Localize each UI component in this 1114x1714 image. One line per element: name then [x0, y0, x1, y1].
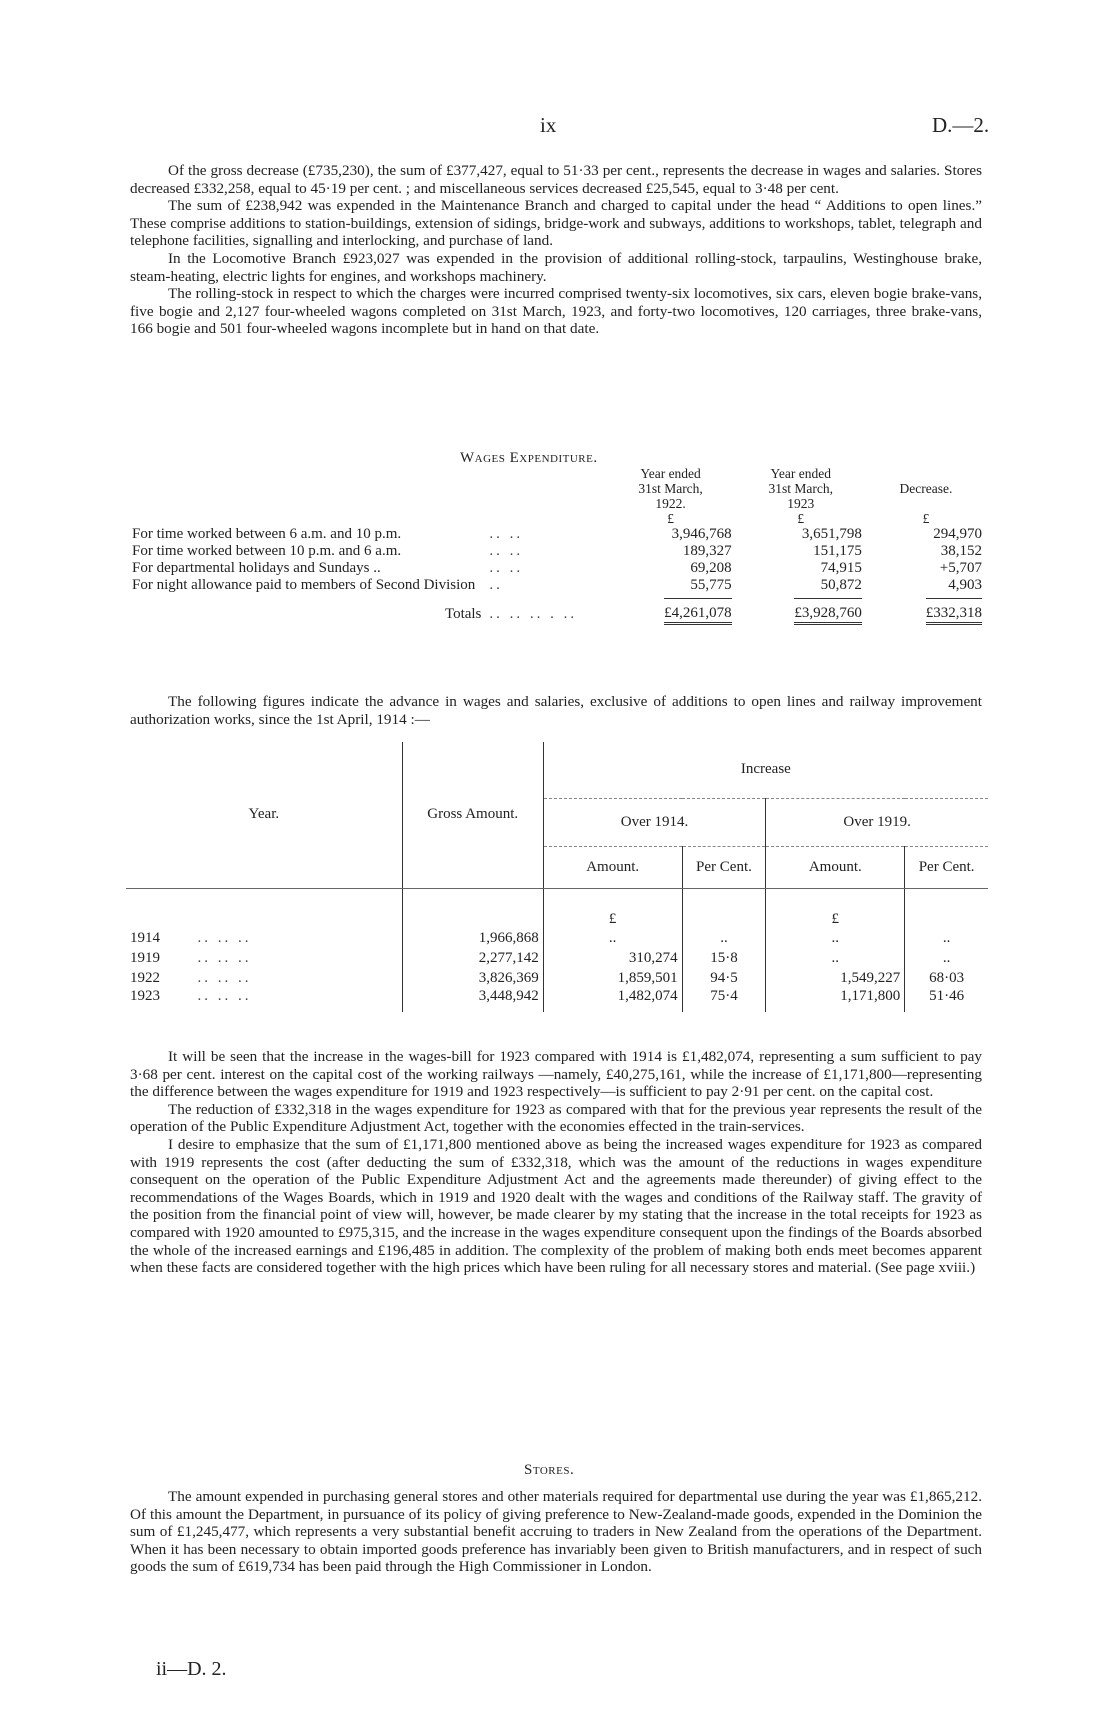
gross-cell: 2,277,142 [402, 948, 543, 968]
value-decrease: 4,903 [948, 577, 982, 593]
header-line: 31st March, [638, 481, 703, 496]
header-line: Decrease. [899, 481, 953, 496]
percent-1914-cell: .. [682, 928, 766, 948]
value-decrease: +5,707 [939, 560, 982, 576]
paragraph: The sum of £238,942 was expended in the Maintenance Branch and charged to capital under the head “ Additions to open lines.” These comprise additions to station-buildings, extension of sidings, bridge-work and subways, additions to workshops, tablet, telegraph and telephone facilities, signalling and interlocking, and purchase of land. [130, 197, 982, 250]
totals-row [128, 594, 986, 625]
paragraph: The reduction of £332,318 in the wages expenditure for 1923 as compared with that for the previous year represents the result of the operation of the Public Expenditure Adjustment Act, together with the economies effected in the train-services. [130, 1100, 982, 1136]
row-label: For time worked between 10 p.m. and 6 a.m. [132, 543, 402, 559]
year-cell: 1922 [130, 969, 160, 986]
percent-1914-cell: 75·4 [682, 988, 766, 1012]
table-row [128, 577, 986, 594]
table-row [126, 988, 988, 1012]
gross-cell: 3,448,942 [402, 988, 543, 1012]
wage-increase-table [126, 742, 988, 1012]
col-1922-header [605, 466, 735, 526]
table-row [126, 948, 988, 968]
currency-symbol: £ [922, 511, 930, 526]
leader-dots: .. .. [489, 543, 524, 559]
stores-title: Stores. [524, 1462, 575, 1478]
currency-symbol: £ [667, 511, 674, 526]
total-1923: £3,928,760 [794, 598, 862, 625]
document-reference: D.—2. [932, 113, 990, 137]
percent-1919-cell: 68·03 [905, 968, 988, 988]
amount-1919-cell: 1,171,800 [766, 988, 905, 1012]
row-label: For departmental holidays and Sundays .. [132, 560, 381, 576]
leader-dots: .. .. [489, 526, 524, 542]
value-1923: 50,872 [820, 577, 862, 593]
value-1922: 69,208 [690, 560, 732, 576]
intro-section [130, 162, 982, 338]
leader-dots: .. .. .. [197, 969, 252, 986]
gross-cell: 1,966,868 [402, 928, 543, 948]
amount-1914-cell: 310,274 [543, 948, 682, 968]
amount-1914-cell: .. [543, 928, 682, 948]
amount-1914-cell: 1,859,501 [543, 968, 682, 988]
table-row [128, 543, 986, 560]
amount-1919-cell: .. [766, 928, 905, 948]
amount-1914-header: Amount. [543, 846, 682, 888]
header-line: Year ended [640, 466, 701, 481]
row-label: For night allowance paid to members of Second Division [132, 577, 476, 593]
year-header: Year. [126, 742, 402, 888]
paragraph: Of the gross decrease (£735,230), the sum of £377,427, equal to 51·33 per cent., represents the decrease in wages and salaries. Stores decreased £332,258, equal to 45·19 per cent. ; and miscellaneous services decreased £25,545, equal to 3·48 per cent. [130, 162, 982, 197]
percent-1919-cell: 51·46 [905, 988, 988, 1012]
row-label: For time worked between 6 a.m. and 10 p.m. [132, 526, 402, 542]
wages-expenditure-table [128, 466, 986, 625]
advance-intro [130, 693, 982, 728]
col-1923-header [736, 466, 866, 526]
percent-1914-header: Per Cent. [682, 846, 766, 888]
over-1914-header: Over 1914. [543, 798, 766, 846]
paragraph: It will be seen that the increase in the wages-bill for 1923 compared with 1914 is £1,482,074, representing a sum sufficient to pay 3·68 per cent. interest on the capital cost of the working railways —namely, £40,275,161, while the increase of £1,171,800—representing the difference between the wages expenditure for 1919 and 1923 respectively—is sufficient to pay 2·91 per cent. on the capital cost. [130, 1048, 982, 1101]
leader-dots: .. .. .. [197, 988, 252, 1004]
table-row [126, 928, 988, 948]
wages-table-title: Wages Expenditure. [460, 450, 598, 466]
amount-1919-cell: .. [766, 948, 905, 968]
value-1923: 3,651,798 [801, 526, 862, 542]
currency-symbol: £ [766, 888, 905, 928]
header-line: 1922. [655, 496, 686, 511]
year-cell: 1914 [130, 929, 160, 946]
totals-label: Totals [444, 606, 482, 622]
stores-section [130, 1488, 982, 1576]
gross-cell: 3,826,369 [402, 968, 543, 988]
leader-dots: .. .. .. [197, 949, 252, 966]
table-row [128, 560, 986, 577]
percent-1914-cell: 94·5 [682, 968, 766, 988]
col-decrease-header [866, 466, 986, 526]
percent-1919-cell: .. [905, 928, 988, 948]
page-number: ix [540, 113, 557, 137]
header-line: 31st March, [768, 481, 834, 496]
leader-dots: .. .. .. [197, 929, 252, 946]
signature-mark: ii—D. 2. [156, 1658, 227, 1680]
paragraph: In the Locomotive Branch £923,027 was expended in the provision of additional rolling-stock, tarpaulins, Westinghouse brake, steam-heating, electric lights for engines, and workshops machinery. [130, 249, 982, 285]
total-1922: £4,261,078 [664, 598, 732, 625]
percent-1914-cell: 15·8 [682, 948, 766, 968]
body-section [130, 1048, 982, 1277]
header-line: 1923 [787, 496, 815, 511]
year-cell: 1919 [130, 949, 160, 966]
value-1922: 3,946,768 [671, 526, 732, 542]
leader-dots: .. .. [489, 560, 524, 576]
value-1923: 151,175 [813, 543, 862, 559]
amount-1919-cell: 1,549,227 [766, 968, 905, 988]
amount-1919-header: Amount. [766, 846, 905, 888]
paragraph: The amount expended in purchasing general stores and other materials required for departmental use during the year was £1,865,212. Of this amount the Department, in pursuance of its policy of giving preference to New-Zealand-made goods, expended in the Dominion the sum of £1,245,477, which represents a very substantial benefit accruing to traders in New Zealand from the operations of the Department. When it has been necessary to obtain imported goods preference has invariably been given to British manufacturers, and in respect of such goods the sum of £619,734 has been paid through the High Commissioner in London. [130, 1488, 982, 1576]
paragraph: The following figures indicate the advance in wages and salaries, exclusive of additions to open lines and railway improvement authorization works, since the 1st April, 1914 :— [130, 693, 982, 728]
currency-symbol: £ [543, 888, 682, 928]
paragraph: I desire to emphasize that the sum of £1,171,800 mentioned above as being the increased wages expenditure for 1923 as compared with 1919 represents the cost (after deducting the sum of £332,318, which was the amount of the reductions in wages expenditure consequent on the operation of the Public Expenditure Adjustment Act and the agreements made thereunder) of giving effect to the recommendations of the Wages Boards, which in 1919 and 1920 dealt with the wages and conditions of the Railway staff. The gravity of the position from the financial point of view will, however, be made clearer by my stating that the increase in the total receipts for 1923 as compared with 1920 amounted to £975,315, and the increase in the wages expenditure consequent upon the findings of the Boards absorbed the whole of the increased earnings and £196,485 in addition. The complexity of the problem of making both ends meet becomes apparent when these facts are considered together with the high prices which have been ruling for all necessary stores and material. (See page xviii.) [130, 1135, 982, 1277]
percent-1919-header: Per Cent. [905, 846, 988, 888]
increase-header: Increase [543, 742, 988, 798]
value-1922: 189,327 [682, 543, 732, 559]
value-decrease: 38,152 [940, 543, 982, 559]
amount-1914-cell: 1,482,074 [543, 988, 682, 1012]
leader-dots: .. [489, 577, 503, 593]
table-row [126, 968, 988, 988]
value-1923: 74,915 [820, 560, 862, 576]
over-1919-header: Over 1919. [766, 798, 988, 846]
gross-amount-header: Gross Amount. [402, 742, 543, 888]
paragraph: The rolling-stock in respect to which the charges were incurred comprised twenty-six locomotives, six cars, eleven bogie brake-vans, five bogie and 2,127 four-wheeled wagons completed on 31st March, 1923, and forty-two locomotives, 120 carriages, three brake-vans, 166 bogie and 501 four-wheeled wagons incomplete but in hand on that date. [130, 285, 982, 338]
percent-1919-cell: .. [905, 948, 988, 968]
year-cell: 1923 [130, 988, 160, 1004]
leader-dots: .. .. .. . .. [489, 606, 578, 622]
table-row [128, 526, 986, 543]
value-1922: 55,775 [690, 577, 732, 593]
currency-symbol: £ [797, 511, 805, 526]
value-decrease: 294,970 [933, 526, 982, 542]
total-decrease: £332,318 [926, 598, 982, 625]
header-line: Year ended [770, 466, 832, 481]
